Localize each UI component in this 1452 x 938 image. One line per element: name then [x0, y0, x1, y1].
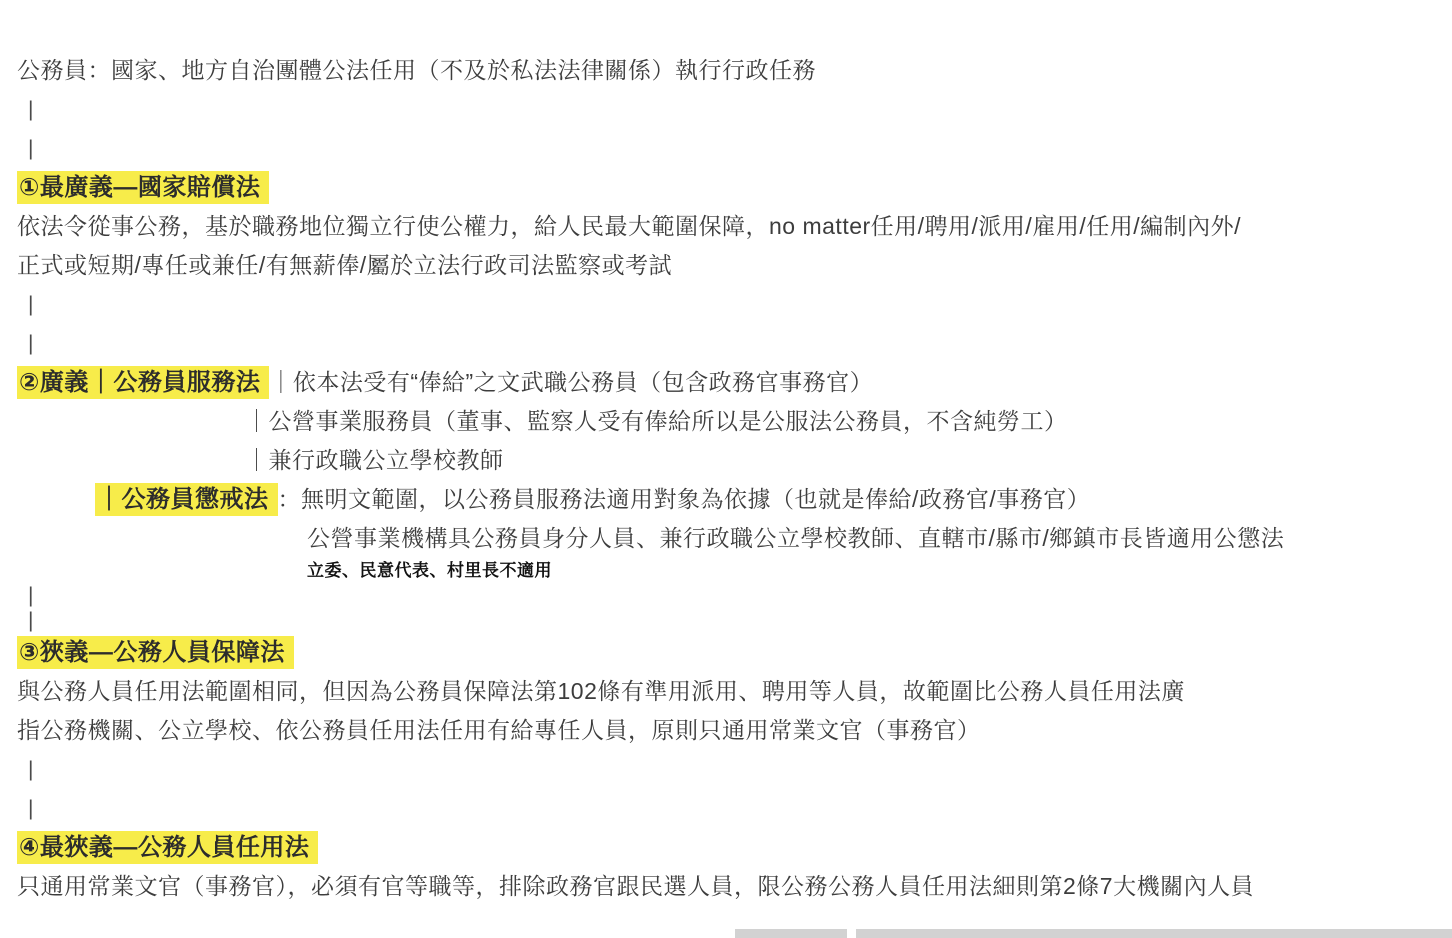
- section4-heading-highlight: ④最狹義—公務人員任用法: [17, 831, 318, 864]
- section4-body-line1: 只通用常業文官（事務官），必須有官等職等，排除政務官跟民選人員，限公務公務人員任用法細則第2條7大機關內人員: [17, 873, 1255, 899]
- section1-body-line1: 依法令從事公務，基於職務地位獨立行使公權力，給人民最大範圍保障，no matter任用/聘用/派用/雇用/任用/編制內外/: [17, 213, 1241, 239]
- flow-connector: |: [28, 797, 34, 820]
- section3-body-line1: 與公務人員任用法範圍相同，但因為公務員保障法第102條有準用派用、聘用等人員，故範圍比公務人員任用法廣: [17, 678, 1185, 704]
- flow-connector: |: [28, 332, 34, 355]
- section1-heading-highlight: ①最廣義—國家賠償法: [17, 171, 269, 204]
- section3-heading-highlight: ③狹義—公務人員保障法: [17, 636, 294, 669]
- bottom-edge-bar-left: [735, 929, 847, 938]
- discipline-line: [95, 480, 1432, 519]
- flow-connector: |: [28, 98, 34, 121]
- flow-connector: |: [28, 137, 34, 160]
- section1-body-line2: 正式或短期/專任或兼任/有無薪俸/屬於立法行政司法監察或考試: [17, 252, 673, 278]
- flow-connector: |: [28, 609, 34, 632]
- section2-heading-line: [17, 363, 1432, 402]
- section4-heading-line: [17, 828, 1432, 867]
- section1-heading-line: [17, 168, 1432, 207]
- flow-connector: |: [28, 584, 34, 607]
- section3-body-line2: 指公務機關、公立學校、依公務員任用法任用有給專任人員，原則只通用常業文官（事務官）: [17, 717, 981, 743]
- flow-connector: |: [28, 293, 34, 316]
- section2-heading-highlight: ②廣義｜公務員服務法: [17, 366, 269, 399]
- section3-heading-line: [17, 633, 1432, 672]
- section2-line1-rest: ｜依本法受有“俸給”之文武職公務員（包含政務官事務官）: [269, 369, 874, 395]
- flow-connector: |: [28, 758, 34, 781]
- intro-line: 公務員：國家、地方自治團體公法任用（不及於私法法律關係）執行行政任務: [17, 57, 816, 83]
- discipline-exception-note: 立委、民意代表、村里長不適用: [307, 561, 552, 580]
- discipline-line-rest: ：無明文範圍，以公務員服務法適用對象為依據（也就是俸給/政務官/事務官）: [277, 486, 1091, 512]
- section2-body-line2: ｜公營事業服務員（董事、監察人受有俸給所以是公服法公務員，不含純勞工）: [245, 408, 1068, 434]
- discipline-scope-line: 公營事業機構具公務員身分人員、兼行政職公立學校教師、直轄市/縣市/鄉鎮市長皆適用公懲法: [307, 525, 1285, 551]
- bottom-edge-bar-right: [856, 929, 1452, 938]
- section2-body-line3: ｜兼行政職公立學校教師: [245, 447, 504, 473]
- discipline-heading-highlight: ｜公務員懲戒法: [95, 483, 278, 516]
